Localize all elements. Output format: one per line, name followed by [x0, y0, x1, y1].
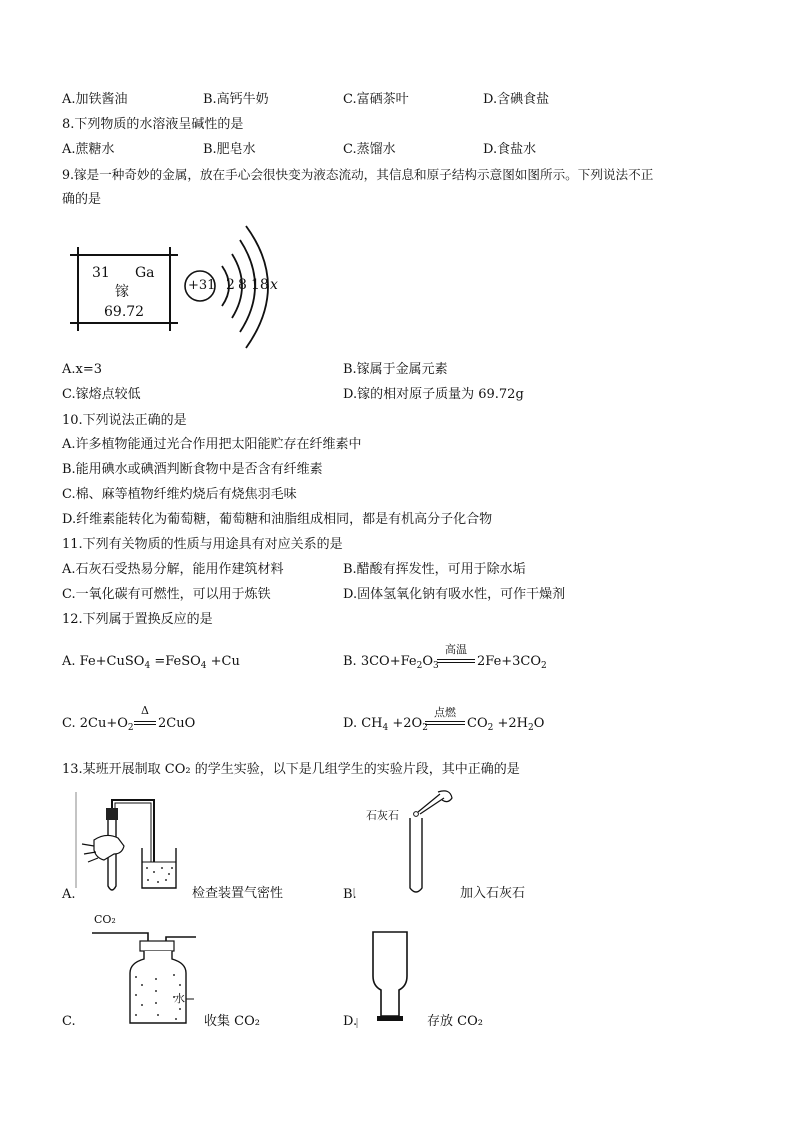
atomic-number: 31 [92, 265, 110, 281]
q10-option-a: A.许多植物能通过光合作用把太阳能贮存在纤维素中 [62, 437, 362, 452]
q12-c-equals-line [134, 721, 156, 722]
q12-stem: 12.下列属于置换反应的是 [62, 612, 213, 627]
q9-stem-line2: 确的是 [62, 192, 102, 207]
q11-option-c: C.一氧化碳有可燃性，可以用于炼铁 [62, 587, 271, 602]
airtightness-check-figure [74, 788, 184, 896]
q13-d-label: D. [343, 1014, 358, 1029]
water-label: 水 [174, 992, 185, 1005]
q9-option-c: C.镓熔点较低 [62, 387, 141, 402]
q7-option-d: D.含碘食盐 [483, 92, 550, 107]
q12-c-condition: Δ [141, 704, 149, 717]
store-co2-figure [355, 920, 425, 1028]
shell-electrons-4: x [270, 277, 278, 293]
q11-option-d: D.固体氢氧化钠有吸水性，可作干燥剂 [343, 587, 566, 602]
q8-option-a: A.蔗糖水 [62, 142, 115, 157]
atomic-mass: 69.72 [104, 304, 145, 320]
co2-gas-label: CO₂ [94, 913, 116, 926]
collect-co2-figure [90, 915, 200, 1025]
q12-b-products: $2Fe+3CO_2$ [477, 654, 547, 671]
q9-option-b: B.镓属于金属元素 [343, 362, 448, 377]
nucleus-charge: +31 [188, 278, 216, 293]
q7-option-a: A.加铁酱油 [62, 92, 128, 107]
q13-stem: 13.某班开展制取 CO₂ 的学生实验，以下是几组学生的实验片段，其中正确的是 [62, 762, 520, 777]
q10-stem: 10.下列说法正确的是 [62, 413, 187, 428]
q12-option-d: D. $CH_4 +2O_2$ [343, 716, 428, 733]
shell-electrons-3: 18 [251, 277, 269, 293]
q10-option-d: D.纤维素能转化为葡萄糖，葡萄糖和油脂组成相同，都是有机高分子化合物 [62, 512, 493, 527]
q13-d-caption: 存放 CO₂ [427, 1014, 483, 1029]
q12-b-equals-line [437, 662, 475, 663]
q12-option-a: A. Fe+CuSO$_4$ =FeSO$_4$ +Cu [62, 654, 240, 671]
q10-option-c: C.棉、麻等植物纤维灼烧后有烧焦羽毛味 [62, 487, 297, 502]
q13-c-label: C. [62, 1014, 76, 1029]
q9-option-a: A.x=3 [62, 362, 103, 377]
q8-option-c: C.蒸馏水 [343, 142, 396, 157]
q13-a-label: A. [62, 887, 76, 902]
element-name: 镓 [115, 284, 129, 300]
q11-option-b: B.醋酸有挥发性，可用于除水垢 [343, 562, 526, 577]
q11-option-a: A.石灰石受热易分解，能用作建筑材料 [62, 562, 284, 577]
q13-c-caption: 收集 CO₂ [204, 1014, 260, 1029]
q9-stem-line1: 9.镓是一种奇妙的金属，放在手心会很快变为液态流动，其信息和原子结构示意图如图所示。下列说法不正 [62, 167, 654, 182]
q8-option-b: B.肥皂水 [203, 142, 256, 157]
q13-b-caption: 加入石灰石 [460, 886, 526, 901]
q7-option-c: C.富硒茶叶 [343, 92, 409, 107]
q12-d-equals-line [425, 724, 465, 725]
q12-b-equals-line [437, 659, 475, 660]
shell-electrons-2: 8 [238, 277, 247, 293]
q8-option-d: D.食盐水 [483, 142, 537, 157]
q7-option-b: B.高钙牛奶 [203, 92, 269, 107]
q13-a-caption: 检查装置气密性 [192, 886, 284, 901]
limestone-label: 石灰石 [366, 809, 399, 822]
q12-d-equals-line [425, 721, 465, 722]
q12-d-products: $CO_2 +2H_2O$ [467, 716, 545, 733]
q12-b-label: B. [343, 654, 357, 669]
q12-b-condition: 高温 [445, 643, 467, 656]
q13-b-label: B. [343, 887, 357, 902]
q11-stem: 11.下列有关物质的性质与用途具有对应关系的是 [62, 537, 343, 552]
element-symbol: Ga [135, 265, 155, 281]
q12-c-products: 2CuO [158, 716, 196, 731]
q12-c-label: C. [62, 716, 76, 731]
q12-a-label: A. [62, 654, 76, 669]
add-limestone-figure [352, 788, 462, 896]
q10-option-b: B.能用碘水或碘酒判断食物中是否含有纤维素 [62, 462, 323, 477]
q12-d-label: D. [343, 716, 358, 731]
q12-c-equals-line [134, 724, 156, 725]
q12-option-b: B. $3CO+Fe_2O_3$ [343, 654, 439, 671]
shell-electrons-1: 2 [226, 277, 235, 293]
q12-option-c: C. $2Cu+O_2$ [62, 716, 134, 733]
q12-d-condition: 点燃 [434, 706, 456, 719]
q9-option-d: D.镓的相对原子质量为 69.72g [343, 387, 524, 402]
q8-stem: 8.下列物质的水溶液呈碱性的是 [62, 117, 244, 132]
